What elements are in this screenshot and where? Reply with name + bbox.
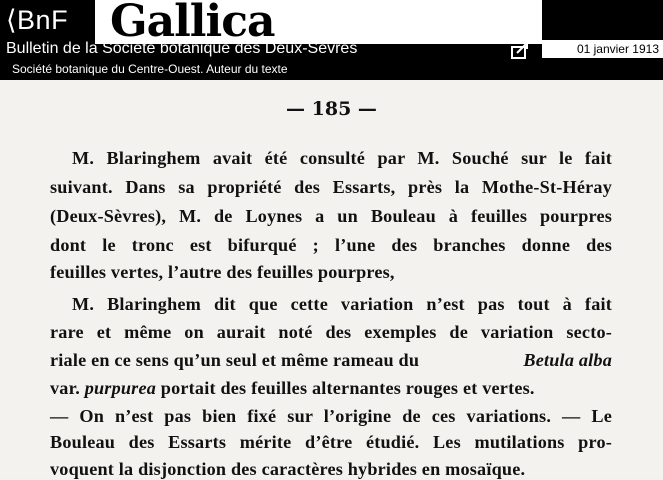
text-line: feuilles vertes, l’autre des feuilles pourpres,: [50, 262, 395, 282]
bnf-logo-bracket: ⟨: [6, 5, 18, 35]
text-line: Bouleau des Essarts mérite d’être étudié. Les mutilations pro-: [50, 432, 612, 452]
text-line: M. Blaringhem avait été consulté par M. Souché sur le fait: [72, 148, 612, 168]
share-icon: [509, 40, 531, 60]
text-line: [50, 350, 612, 371]
bnf-logo[interactable]: [0, 0, 95, 40]
text-line: [50, 378, 612, 399]
document-author[interactable]: Société botanique du Centre-Ouest. Auteur du texte: [12, 62, 288, 76]
document-title: Bulletin de la Société botanique des Deux-Sèvres: [6, 40, 358, 57]
document-date: 01 janvier 1913: [576, 42, 659, 56]
text-line: voquent la disjonction des caractères hybrides en mosaïque.: [50, 459, 526, 479]
page-number: — 185 —: [286, 98, 377, 120]
text-line: dont le tronc est bifurqué ; l’une des branches donne des: [50, 235, 612, 255]
text-segment: var.: [50, 378, 85, 398]
text-line: rare et même on aurait noté des exemples de variation secto-: [50, 322, 612, 342]
text-segment-italic: Betula alba: [523, 350, 612, 370]
text-line: suivant. Dans sa propriété des Essarts, près la Mothe-St-Héray: [50, 177, 612, 197]
gallica-logo[interactable]: Gallica: [110, 0, 275, 47]
text-segment: riale en ce sens qu’un seul et même rameau du: [50, 350, 420, 370]
text-segment-italic: purpurea: [84, 378, 157, 398]
text-line: (Deux-Sèvres), M. de Loynes a un Bouleau à feuilles pourpres: [50, 206, 612, 226]
text-segment: portait des feuilles alternantes rouges et vertes.: [156, 378, 535, 398]
share-button[interactable]: [509, 40, 531, 60]
bnf-logo-text: BnF: [17, 5, 69, 35]
text-line: M. Blaringhem dit que cette variation n’est pas tout à fait: [72, 294, 612, 314]
text-line: — On n’est pas bien fixé sur l’origine de ces variations. — Le: [50, 406, 612, 426]
